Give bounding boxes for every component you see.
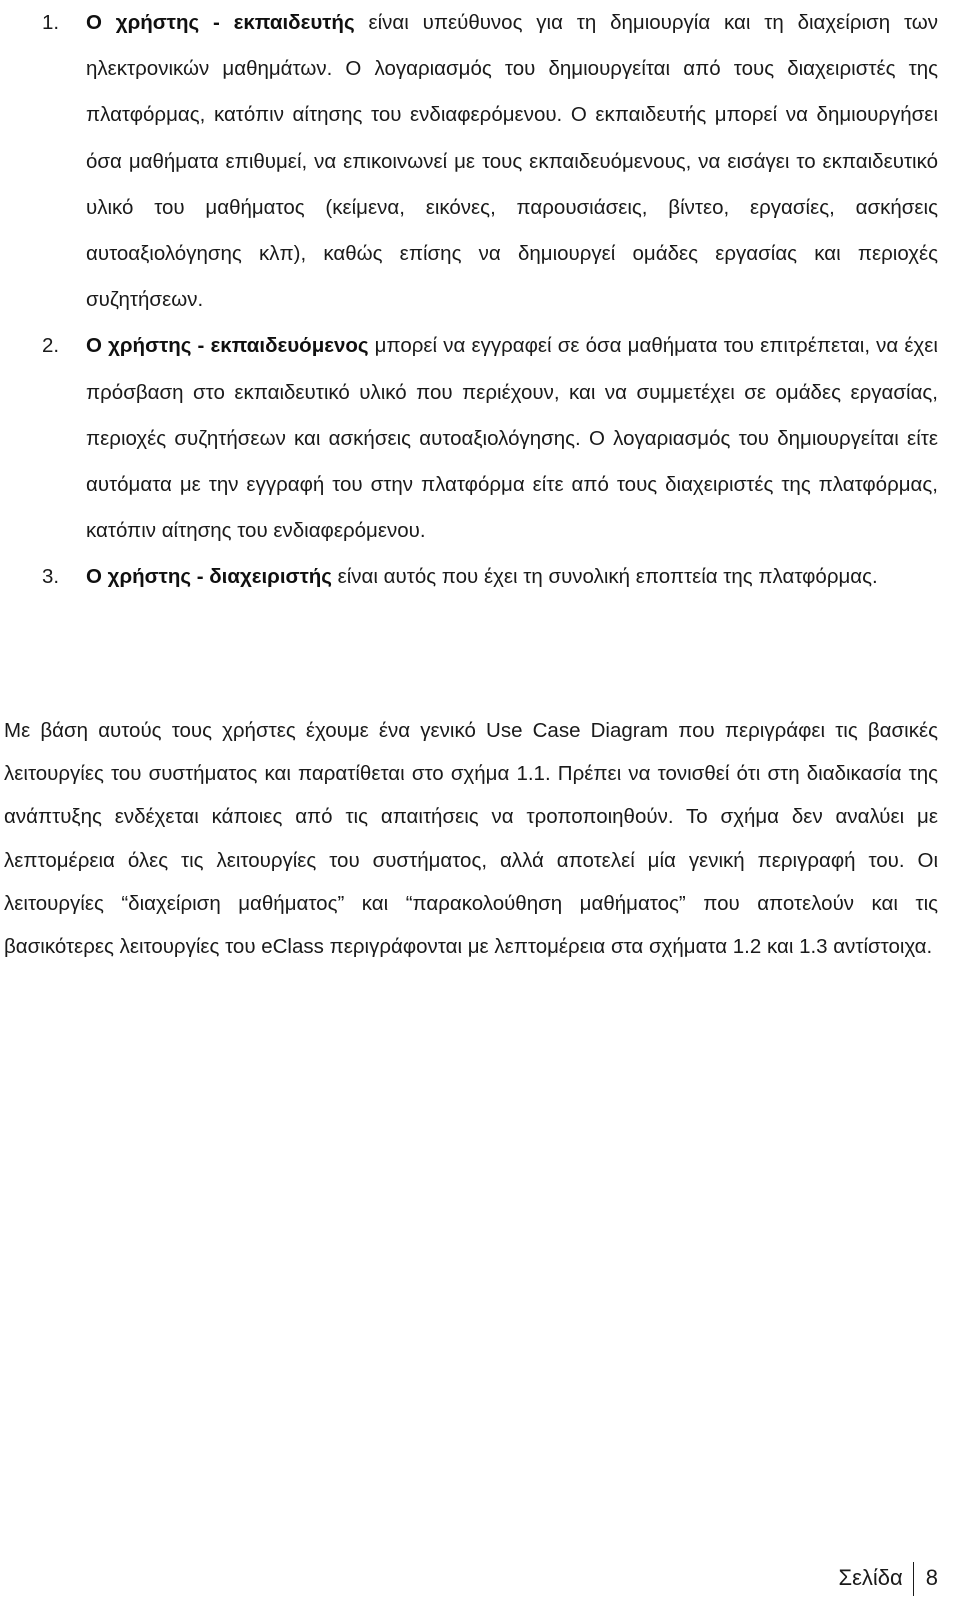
list-number: 2. (42, 334, 60, 358)
list-item-administrator (42, 554, 938, 600)
footer-divider (913, 1562, 914, 1596)
description-instructor: είναι υπεύθυνος για τη δημιουργία και τη διαχείριση των ηλεκτρονικών μαθημάτων. Ο λογαριασμός του δημιουργείται από τους διαχειριστές της πλατφόρμας, κατόπιν αίτησης του ενδιαφερόμενου. Ο εκπαιδευτής μπορεί να δημιουργήσει όσα μαθήματα επιθυμεί, να επικοινωνεί με τους εκπαιδευόμενους, να εισάγει το εκπαιδευτικό υλικό του μαθήματος (κείμενα, εικόνες, παρουσιάσεις, βίντεο, εργασίες, ασκήσεις αυτοαξιολόγησης κλπ), καθώς επίσης να δημιουργεί ομάδες εργασίας και περιοχές συζητήσεων. (86, 11, 939, 312)
term-student: Ο χρήστης - εκπαιδευόμενος (86, 334, 369, 358)
page-footer (838, 1560, 938, 1596)
list-number: 3. (42, 565, 60, 589)
list-number: 1. (42, 11, 60, 34)
term-instructor: Ο χρήστης - εκπαιδευτής (86, 11, 355, 34)
user-types-list (42, 0, 938, 601)
list-item-student (42, 323, 938, 554)
page-label: Σελίδα (838, 1565, 903, 1590)
body-paragraph: Με βάση αυτούς τους χρήστες έχουμε ένα γενικό Use Case Diagram που περιγράφει τις βασικές λειτουργίες του συστήματος και παρατίθεται στο σχήμα 1.1. Πρέπει να τονισθεί ότι στη διαδικασία της ανάπτυξης ενδέχεται κάποιες από τις απαιτήσεις να τροποποιηθούν. Το σχήμα δεν αναλύει με λεπτομέρεια όλες τις λειτουργίες του συστήματος, αλλά αποτελεί μία γενική περιγραφή του. Οι λειτουργίες “διαχείριση μαθήματος” και “παρακολούθηση μαθήματος” που αποτελούν και τις βασικότερες λειτουργίες του eClass περιγράφονται με λεπτομέρεια στα σχήματα 1.2 και 1.3 αντίστοιχα. (4, 719, 938, 959)
description-student: μπορεί να εγγραφεί σε όσα μαθήματα του επιτρέπεται, να έχει πρόσβαση στο εκπαιδευτικό υλικό που περιέχουν, και να συμμετέχει σε ομάδες εργασίας, περιοχές συζητήσεων και ασκήσεις αυτοαξιολόγησης. Ο λογαριασμός του δημιουργείται είτε αυτόματα με την εγγραφή του στην πλατφόρμα είτε από τους διαχειριστές της πλατφόρμας, κατόπιν αίτησης του ενδιαφερόμενου. (86, 334, 938, 543)
description-administrator: είναι αυτός που έχει τη συνολική εποπτεία της πλατφόρμας. (331, 565, 878, 589)
page-number: 8 (925, 1565, 938, 1590)
term-administrator: Ο χρήστης - διαχειριστής (86, 565, 332, 589)
list-item-instructor (42, 0, 938, 323)
